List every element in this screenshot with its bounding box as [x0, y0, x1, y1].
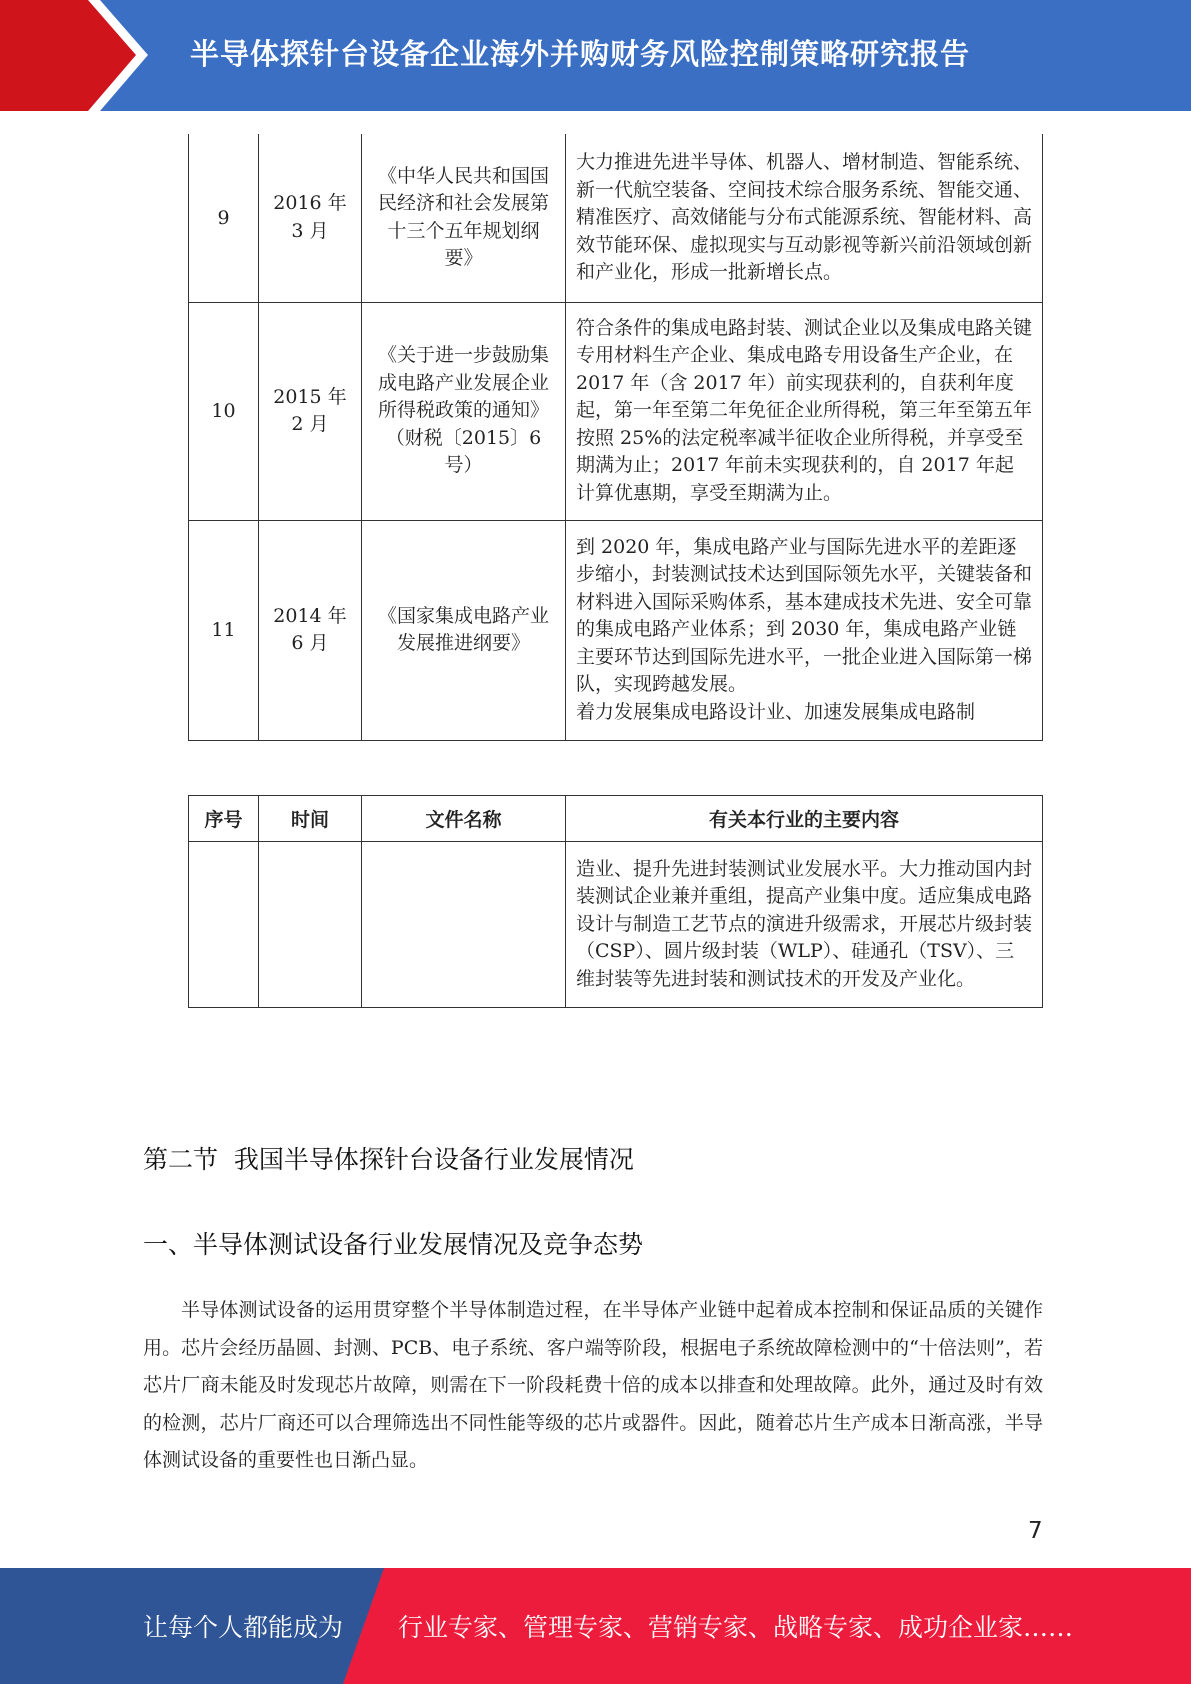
- column-header-content: 有关本行业的主要内容: [566, 796, 1043, 842]
- row-content-text: 造业、提升先进封装测试业发展水平。大力推动国内封装测试企业兼并重组，提高产业集中度。适应集成电路设计与制造工艺节点的演进升级需求，开展芯片级封装（CSP）、圆片级封装（WLP）、硅通孔（TSV）、三维封装等先进封装和测试技术的开发及产业化。: [576, 857, 1033, 990]
- row-file-name: [362, 302, 566, 520]
- footer-slogan-right: 行业专家、管理专家、营销专家、战略专家、成功企业家……: [398, 1613, 1074, 1642]
- row-time-text: 2015 年 2 月: [273, 385, 347, 435]
- header-banner: [0, 0, 1191, 111]
- table-header-row: [189, 796, 1043, 842]
- row-time-text: 2014 年 6 月: [273, 604, 347, 654]
- row-content-text: 到 2020 年，集成电路产业与国际先进水平的差距逐步缩小，封装测试技术达到国际领先水平，关键装备和材料进入国际采购体系，基本建成技术先进、安全可靠的集成电路产业体系；到 2030 年，集成电路产业链主要环节达到国际先进水平，一批企业进入国际第一梯队，实现跨越发展。 着力发展集成电路设计业、加速发展集成电路制: [576, 535, 1033, 723]
- footer-banner: [0, 1568, 1191, 1684]
- policy-table-with-header: [188, 795, 1043, 1008]
- row-number: 10: [189, 302, 259, 520]
- row-time: [259, 302, 362, 520]
- row-number: [189, 842, 259, 1008]
- subsection-heading: 一、半导体测试设备行业发展情况及竞争态势: [143, 1230, 644, 1259]
- row-content-text: 大力推进先进半导体、机器人、增材制造、智能系统、新一代航空装备、空间技术综合服务系统、智能交通、精准医疗、高效储能与分布式能源系统、智能材料、高效节能环保、虚拟现实与互动影视等新兴前沿领域创新和产业化，形成一批新增长点。: [576, 151, 1033, 283]
- column-header-time: 时间: [259, 796, 362, 842]
- body-paragraph: 半导体测试设备的运用贯穿整个半导体制造过程，在半导体产业链中起着成本控制和保证品质的关键作用。芯片会经历晶圆、封测、PCB、电子系统、客户端等阶段，根据电子系统故障检测中的“十倍法则”，若芯片厂商未能及时发现芯片故障，则需在下一阶段耗费十倍的成本以排查和处理故障。此外，通过及时有效的检测，芯片厂商还可以合理筛选出不同性能等级的芯片或器件。因此，随着芯片生产成本日渐高涨，半导体测试设备的重要性也日渐凸显。: [143, 1299, 1043, 1471]
- row-file-name: [362, 520, 566, 740]
- row-content: [566, 302, 1043, 520]
- row-content-text: 符合条件的集成电路封装、测试企业以及集成电路关键专用材料生产企业、集成电路专用设备生产企业，在 2017 年（含 2017 年）前实现获利的，自获利年度起，第一年至第二年免征企业所得税，第三年至第五年按照 25%的法定税率减半征收企业所得税，并享受至期满为止；2017 年前未实现获利的，自 2017 年起计算优惠期，享受至期满为止。: [576, 316, 1033, 504]
- row-time: [259, 842, 362, 1008]
- row-content: [566, 520, 1043, 740]
- row-time: [259, 134, 362, 302]
- table-row: [189, 302, 1043, 520]
- table-row: [189, 520, 1043, 740]
- section-heading: 第二节 我国半导体探针台设备行业发展情况: [143, 1145, 634, 1174]
- row-time-text: 2016 年 3 月: [273, 192, 347, 242]
- page-number: 7: [1028, 1518, 1043, 1544]
- column-header-file-name: 文件名称: [362, 796, 566, 842]
- row-file-text: 《国家集成电路产业发展推进纲要》: [377, 604, 549, 654]
- row-file-name: [362, 842, 566, 1008]
- table-row: [189, 842, 1043, 1008]
- row-number: 11: [189, 520, 259, 740]
- table-row: [189, 134, 1043, 302]
- row-number: 9: [189, 134, 259, 302]
- row-content: [566, 842, 1043, 1008]
- footer-slogan-left: 让每个人都能成为: [143, 1613, 344, 1642]
- row-content: [566, 134, 1043, 302]
- row-time: [259, 520, 362, 740]
- row-file-name: [362, 134, 566, 302]
- column-header-number: 序号: [189, 796, 259, 842]
- report-title: 半导体探针台设备企业海外并购财务风险控制策略研究报告: [190, 37, 971, 71]
- row-file-text: 《关于进一步鼓励集成电路产业发展企业所得税政策的通知》（财税〔2015〕6 号）: [377, 344, 549, 477]
- row-file-text: 《中华人民共和国国民经济和社会发展第十三个五年规划纲要》: [377, 164, 549, 270]
- policy-table-continued: [188, 134, 1043, 741]
